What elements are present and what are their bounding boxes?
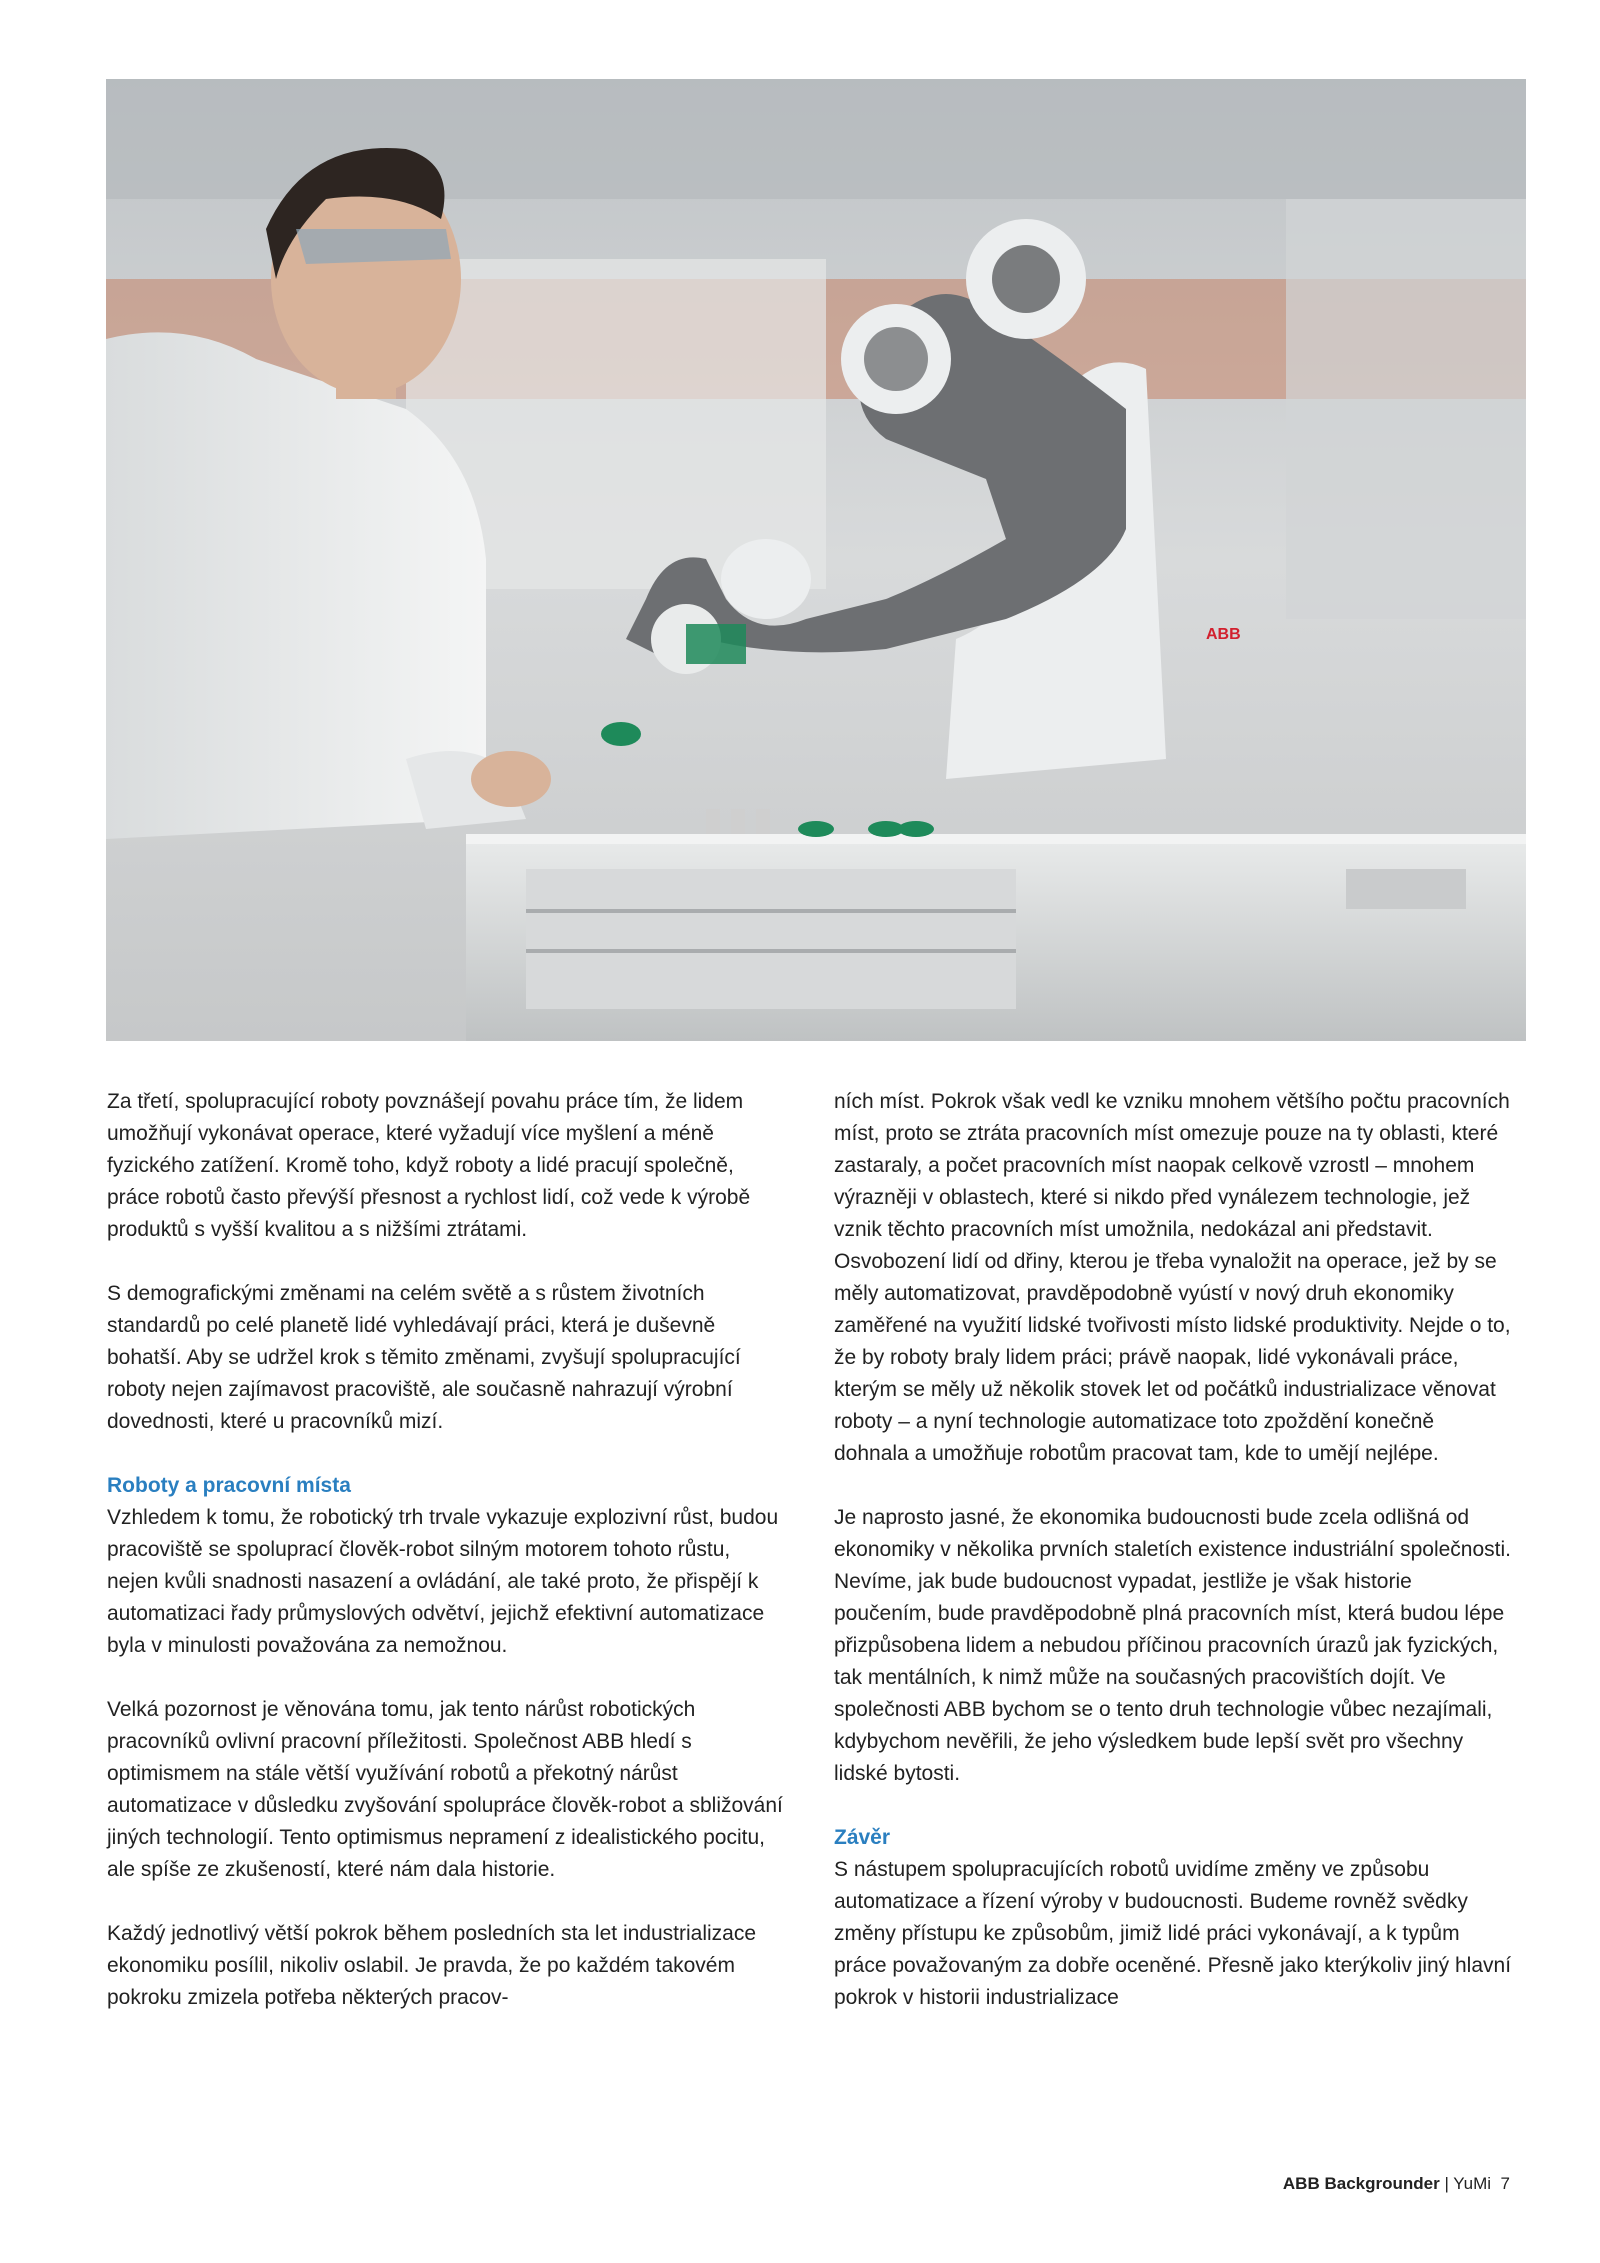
left-paragraph-4: Velká pozornost je věnována tomu, jak tento nárůst robotických pracovníků ovlivní pracovní příležitosti. Společnost ABB hledí s optimismem na stále větší využívání robotů a překotný nárůst automatizace v důsledku zvyšování spolupráce člověk-robot a sbližování jiných technologií. Tento optimismus nepramení z idealistického pocitu, ale spíše ze zkušeností, které nám dala historie. [107,1698,783,1881]
left-paragraph-3: Vzhledem k tomu, že robotický trh trvale vykazuje explozivní růst, budou pracoviště se spoluprací člověk-robot silným motorem tohoto růstu, nejen kvůli snadnosti nasazení a ovládání, ale také proto, že přispějí k automatizaci řady průmyslových odvětví, jejichž efektivní automatizace byla v minulosti považována za nemožnou. [107,1506,779,1657]
left-paragraph-2: S demografickými změnami na celém světě a s růstem životních standardů po celé planetě lidé vyhledávají práci, která je duševně bohatší. Aby se udržel krok s těmito změnami, zvyšují spolupracující roboty nejen zajímavost pracoviště, ale současně nahrazují výrobní dovednosti, které u pracovníků mizí. [107,1282,741,1433]
page-footer [1283,2172,1510,2196]
hero-photo [106,79,1526,1041]
right-paragraph-1: ních míst. Pokrok však vedl ke vzniku mnohem většího počtu pracovních míst, proto se ztráta pracovních míst omezuje pouze na ty oblasti, které zastaraly, a počet pracovních míst naopak celkově vzrostl – mnohem výrazněji v oblastech, které si nikdo před vynálezem technologie, jež vznik těchto pracovních míst umožnila, nedokázal ani představit. Osvobození lidí od dřiny, kterou je třeba vynaložit na operace, jež by se měly automatizovat, pravděpodobně vyústí v nový druh ekonomiky zaměřené na využití lidské tvořivosti místo lidské produktivity. Nejde o to, že by roboty braly lidem práci; právě naopak, lidé vykonávali práce, kterým se měly už několik stovek let od počátků industrializace věnovat roboty – a nyní technologie automatizace toto zpoždění konečně dohnala a umožňuje robotům pracovat tam, kde to umějí nejlépe. [834,1090,1511,1465]
right-paragraph-3: S nástupem spolupracujících robotů uvidíme změny ve způsobu automatizace a řízení výroby v budoucnosti. Budeme rovněž svědky změny přístupu ke způsobům, jimiž lidé práci vykonávají, a k typům práce považovaným za dobře oceněné. Přesně jako kterýkoliv jiný hlavní pokrok v historii industrializace [834,1858,1512,2009]
left-paragraph-5: Každý jednotlivý větší pokrok během posledních sta let industrializace ekonomiku posílil, nikoliv oslabil. Je pravda, že po každém takovém pokroku zmizela potřeba některých pracov- [107,1922,757,2009]
photo-illustration [106,79,1526,1041]
left-column [107,1086,787,2046]
footer-product: YuMi [1453,2174,1492,2193]
section-heading-jobs: Roboty a pracovní místa [107,1474,351,1497]
right-column [834,1086,1514,2046]
section-heading-conclusion: Závěr [834,1826,891,1849]
left-paragraph-1: Za třetí, spolupracující roboty povznášejí povahu práce tím, že lidem umožňují vykonávat operace, které vyžadují více myšlení a méně fyzického zatížení. Kromě toho, když roboty a lidé pracují společně, práce robotů často převýší přesnost a rychlost lidí, což vede k výrobě produktů s vyšší kvalitou a s nižšími ztrátami. [107,1090,751,1241]
abb-logo: ABB [1206,626,1241,643]
footer-separator: | [1439,2174,1454,2193]
right-paragraph-2: Je naprosto jasné, že ekonomika budoucnosti bude zcela odlišná od ekonomiky v několika prvních staletích existence industriální společnosti. Nevíme, jak bude budoucnost vypadat, jestliže je však historie poučením, bude pravděpodobně plná pracovních míst, která budou lépe přizpůsobena lidem a nebudou příčinou pracovních úrazů jak fyzických, tak mentálních, k nimž může na současných pracovištích dojít. Ve společnosti ABB bychom se o tento druh technologie vůbec nezajímali, kdybychom nevěřili, že jeho výsledkem bude lepší svět pro všechny lidské bytosti. [834,1506,1512,1785]
page-number: 7 [1500,2174,1510,2193]
footer-brand: ABB Backgrounder [1282,2174,1440,2193]
